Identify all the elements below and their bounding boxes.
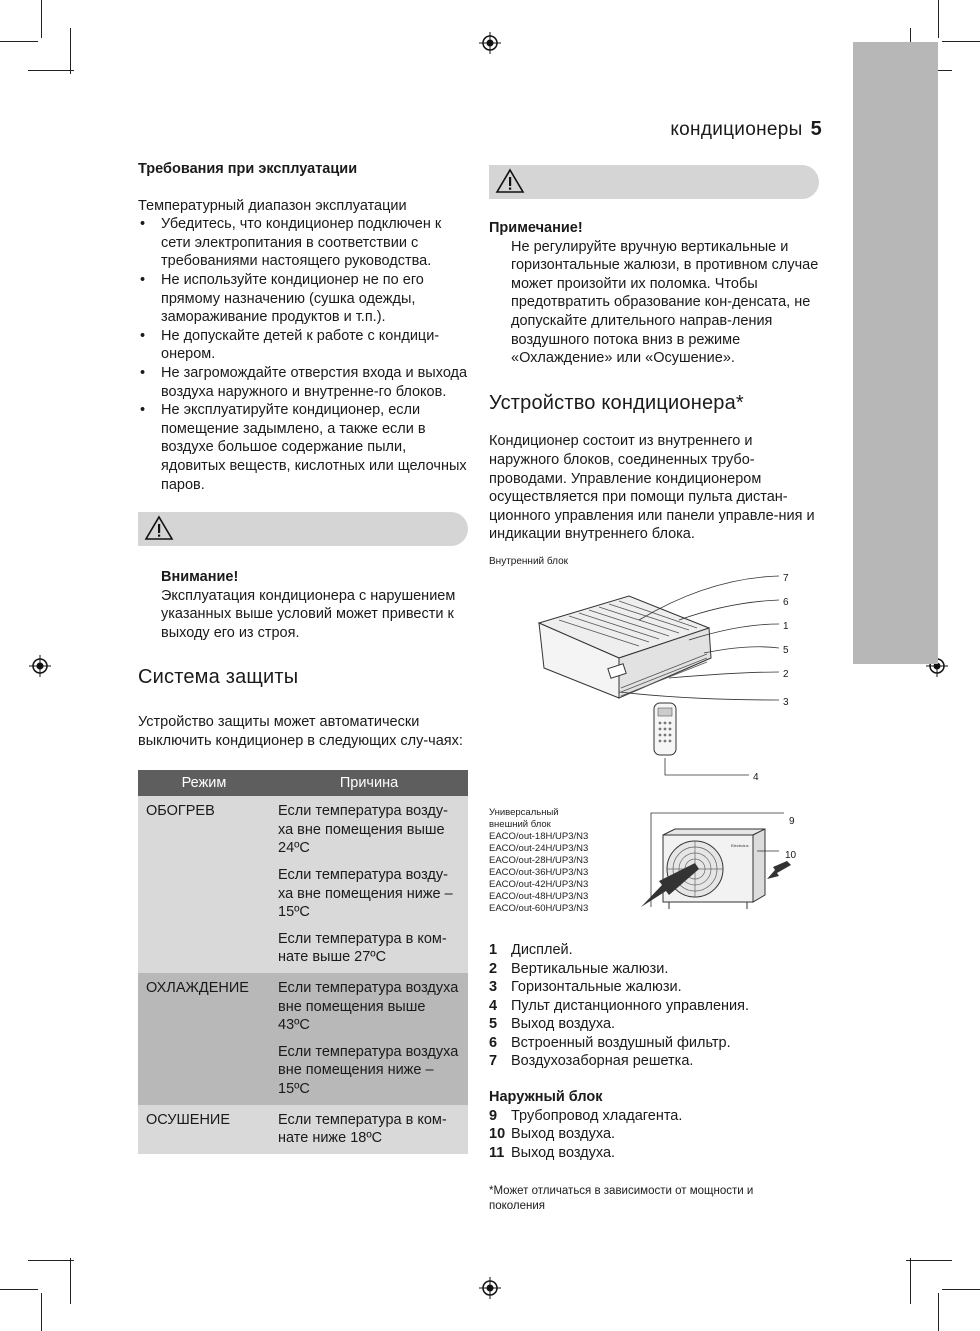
reason-text: Если температура в ком-нате ниже 18ºС (278, 1111, 447, 1147)
reason-text: Если температура возду-ха вне помещения выше 24ºС (278, 803, 448, 857)
list-item: 3 Горизонтальные жалюзи. (489, 979, 682, 996)
callout-label: 6 (783, 596, 789, 608)
caption-line: EACO/out-60H/UP3/N3 (489, 902, 589, 914)
list-item: 1 Дисплей. (489, 941, 573, 958)
list-item: • Не эксплуатируйте кондиционер, если помещение задымлено, а также если в воздухе большое содержание пыли, ядовитых веществ, кислотных или щелочных паров. (138, 401, 468, 494)
registration-mark-icon (479, 32, 501, 54)
reason-text: Если температура возду-ха вне помещения ниже –15ºС (278, 867, 453, 921)
reason-cell (270, 1105, 468, 1154)
callout-label: 4 (753, 771, 759, 783)
crop-mark (70, 28, 71, 74)
callout-label: 9 (789, 815, 795, 827)
list-item: • Не загромождайте отверстия входа и выхода воздуха наружного и внутренне-го блоков. (138, 364, 468, 401)
warning-triangle-icon (144, 515, 174, 541)
mode-cell: ОХЛАЖДЕНИЕ (138, 973, 270, 1105)
reason-text: Если температура воздуха вне помещения ниже –15ºС (278, 1043, 459, 1097)
device-title: Устройство кондиционера* (489, 391, 744, 414)
note-text: Не регулируйте вручную вертикальные и горизонтальные жалюзи, в противном случае может произойти их поломка. Чтобы предотвратить образование кон-денсата, не допускайте длительного направ-ления воздушного потока вниз в режиме «Охлаждение» или «Осушение». (511, 238, 819, 367)
requirements-list (138, 215, 468, 494)
outdoor-parts-list (489, 1107, 824, 1163)
right-column (489, 160, 824, 1214)
attention-text: Эксплуатация кондиционера с нарушением указанных выше условий может привести к выходу его из строя. (161, 587, 456, 641)
list-item: 6 Встроенный воздушный фильтр. (489, 1034, 731, 1051)
side-tab (853, 42, 938, 664)
outdoor-unit-illustration (629, 807, 799, 922)
outdoor-title: Наружный блок (489, 1089, 603, 1106)
reason-text: Если температура в ком-нате выше 27ºС (278, 930, 447, 966)
registration-mark-icon (29, 655, 51, 677)
list-item: 2 Вертикальные жалюзи. (489, 960, 669, 977)
page-header (670, 118, 822, 141)
attention-title: Внимание! (161, 569, 239, 586)
crop-mark (942, 1289, 980, 1290)
table-row (138, 973, 468, 1105)
mode-cell: ОБОГРЕВ (138, 796, 270, 973)
crop-mark (906, 1260, 952, 1261)
warning-bar (138, 512, 468, 546)
crop-mark (41, 0, 42, 38)
reason-cell (270, 796, 468, 973)
list-item: • Убедитесь, что кондиционер подключен к сети электропитания в соответствии с требованиями настоящего руководства. (138, 215, 468, 271)
crop-mark (28, 1260, 74, 1261)
note-title: Примечание! (489, 220, 583, 236)
caption-line: Универсальный (489, 806, 559, 818)
table-header-reason: Причина (270, 770, 468, 796)
registration-mark-icon (479, 1277, 501, 1299)
indoor-unit-figure (489, 568, 819, 783)
caption-line: EACO/out-28H/UP3/N3 (489, 854, 589, 866)
indoor-unit-illustration (489, 568, 819, 783)
crop-mark (0, 41, 38, 42)
callout-label: 1 (783, 620, 789, 632)
brand-logo: Electrolux (731, 842, 749, 848)
crop-mark (41, 1293, 42, 1331)
protection-table (138, 770, 468, 1154)
crop-mark (0, 1289, 38, 1290)
protection-title: Система защиты (138, 666, 299, 689)
mode-cell: ОСУШЕНИЕ (138, 1105, 270, 1154)
footnote: *Может отличаться в зависимости от мощности и поколения (489, 1185, 754, 1213)
crop-mark (910, 1258, 911, 1304)
crop-mark (942, 41, 980, 42)
crop-mark (70, 1258, 71, 1304)
list-item: 11 Выход воздуха. (489, 1144, 616, 1161)
table-row (138, 1105, 468, 1154)
crop-mark (28, 70, 74, 71)
list-item: 9 Трубопровод хладагента. (489, 1107, 683, 1124)
callout-label: 3 (783, 696, 789, 708)
list-item: 4 Пульт дистанционного управления. (489, 997, 749, 1014)
reason-text: Если температура воздуха вне помещения выше 43ºС (278, 980, 459, 1034)
outdoor-unit-figure (489, 807, 819, 927)
warning-bar (489, 165, 819, 199)
indoor-parts-list (489, 941, 824, 1071)
crop-mark (938, 0, 939, 38)
callout-label: 5 (783, 644, 789, 656)
attention-block (138, 568, 468, 642)
list-item: 5 Выход воздуха. (489, 1016, 616, 1033)
list-item: 10 Выход воздуха. (489, 1126, 616, 1143)
caption-line: EACO/out-48H/UP3/N3 (489, 890, 589, 902)
indoor-caption: Внутренний блок (489, 555, 569, 567)
outdoor-caption (489, 807, 588, 915)
table-header-mode: Режим (138, 770, 270, 796)
protection-intro: Устройство защиты может автоматически выключить кондиционер в следующих слу-чаях: (138, 714, 463, 749)
caption-line: EACO/out-42H/UP3/N3 (489, 878, 589, 890)
caption-line: EACO/out-36H/UP3/N3 (489, 866, 589, 878)
list-item: 7 Воздухозаборная решетка. (489, 1053, 694, 1070)
note-block (489, 219, 824, 368)
list-item: • Не используйте кондиционер не по его прямому назначению (сушка одежды, замораживание продуктов и т.п.). (138, 271, 468, 327)
reason-cell (270, 973, 468, 1105)
requirements-intro: Температурный диапазон эксплуатации (138, 197, 407, 214)
crop-mark (938, 1293, 939, 1331)
header-title: кондиционеры (670, 119, 803, 140)
list-item: • Не допускайте детей к работе с кондици-онером. (138, 327, 468, 364)
table-row (138, 796, 468, 973)
warning-triangle-icon (495, 168, 525, 194)
caption-line: EACO/out-24H/UP3/N3 (489, 842, 589, 854)
caption-line: внешний блок (489, 818, 551, 830)
callout-label: 7 (783, 572, 789, 584)
page-number: 5 (810, 118, 822, 140)
callout-label: 2 (783, 668, 789, 680)
caption-line: EACO/out-18H/UP3/N3 (489, 830, 589, 842)
device-intro: Кондиционер состоит из внутреннего и наружного блоков, соединенных трубо-проводами. Управление кондиционером осуществляется при помощи пульта дистан-ционного управления или панели управле-ния и индикации внутреннего блока. (489, 433, 815, 543)
requirements-title: Требования при эксплуатации (138, 161, 358, 177)
left-column (138, 160, 468, 1154)
callout-label: 10 (785, 849, 797, 861)
